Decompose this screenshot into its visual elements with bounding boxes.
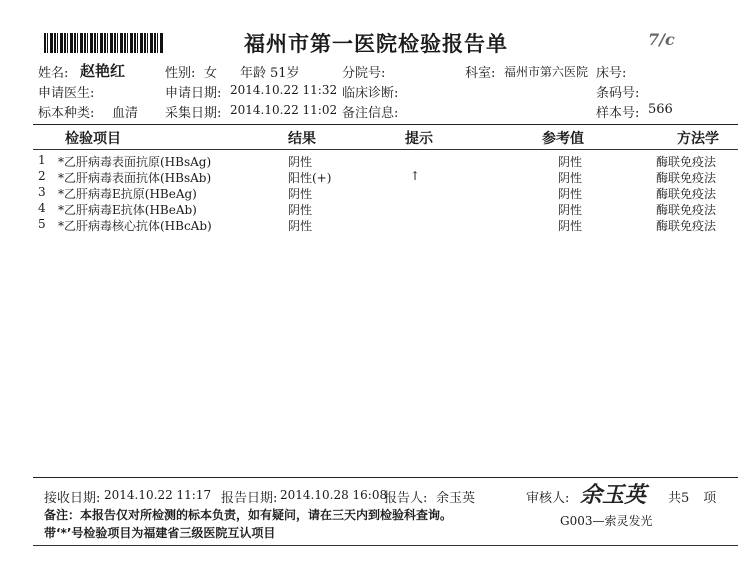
row-method: 酶联免疫法 (656, 219, 717, 233)
col-method: 方法学 (677, 131, 719, 147)
row-method: 酶联免疫法 (656, 203, 717, 217)
table-row (38, 217, 728, 233)
age-value: 51岁 (270, 66, 300, 81)
row-item: *乙肝病毒核心抗体(HBcAb) (58, 219, 212, 233)
gender-label: 性别: (165, 66, 196, 81)
row-ref: 阴性 (558, 187, 583, 201)
table-top-rule (33, 124, 738, 125)
footer-note-2: 带‘*’号检验项目为福建省三级医院互认项目 (44, 526, 276, 540)
row-item: *乙肝病毒表面抗体(HBsAb) (58, 171, 212, 185)
row-no: 3 (38, 185, 46, 199)
branch-label: 分院号: (342, 66, 386, 81)
row-ref: 阴性 (558, 219, 583, 233)
dept-label: 科室: (465, 66, 496, 81)
row-no: 2 (38, 169, 46, 183)
specimen-label: 标本种类: (38, 106, 95, 121)
row-item: *乙肝病毒E抗体(HBeAb) (58, 203, 197, 217)
name-label: 姓名: (38, 66, 69, 81)
col-ref: 参考值 (542, 131, 584, 147)
reporter-label: 报告人: (384, 491, 428, 506)
name-value: 赵艳红 (80, 62, 126, 80)
footer-note-1: 备注：本报告仅对所检测的标本负责，如有疑问，请在三天内到检验科查询。 (44, 508, 453, 522)
table-row (38, 153, 728, 169)
item-count: 共5 项 (668, 491, 717, 506)
dept-value: 福州市第六医院 (504, 65, 589, 79)
row-method: 酶联免疫法 (656, 171, 717, 185)
receive-label: 接收日期: (44, 491, 101, 506)
collect-date-label: 采集日期: (165, 106, 222, 121)
footer-bottom-rule (33, 545, 738, 546)
row-no: 5 (38, 217, 46, 231)
row-hint: ↑ (410, 169, 421, 183)
row-no: 1 (38, 153, 46, 167)
diagnosis-label: 临床诊断: (342, 86, 399, 101)
collect-date-value: 2014.10.22 11:02 (230, 103, 338, 117)
handwritten-mark: 7/c (648, 30, 675, 49)
gender-value: 女 (204, 66, 218, 81)
table-header-rule (33, 149, 738, 150)
reporter-value: 余玉英 (436, 491, 476, 506)
row-item: *乙肝病毒E抗原(HBeAg) (58, 187, 197, 201)
receive-value: 2014.10.22 11:17 (104, 488, 212, 502)
specimen-value: 血清 (112, 106, 139, 121)
sample-value: 566 (648, 102, 673, 117)
table-row (38, 169, 728, 185)
table-row (38, 201, 728, 217)
row-result: 阳性(+) (288, 171, 332, 185)
row-ref: 阴性 (558, 155, 583, 169)
reviewer-signature: 余玉英 (580, 482, 647, 508)
row-result: 阴性 (288, 219, 313, 233)
row-ref: 阴性 (558, 203, 583, 217)
age-label: 年龄 (240, 66, 267, 81)
row-no: 4 (38, 201, 46, 215)
row-result: 阴性 (288, 187, 313, 201)
col-hint: 提示 (405, 131, 433, 147)
report-title: 福州市第一医院检验报告单 (244, 31, 508, 56)
report-label: 报告日期: (221, 491, 278, 506)
col-item: 检验项目 (65, 131, 121, 147)
bed-label: 床号: (596, 66, 627, 81)
remark-label: 备注信息: (342, 106, 399, 121)
barcode-label: 条码号: (596, 86, 640, 101)
apply-date-value: 2014.10.22 11:32 (230, 83, 338, 97)
table-row (38, 185, 728, 201)
row-method: 酶联免疫法 (656, 187, 717, 201)
sample-label: 样本号: (596, 106, 640, 121)
row-ref: 阴性 (558, 171, 583, 185)
instrument-stamp: G003—索灵发光 (560, 514, 653, 528)
row-item: *乙肝病毒表面抗原(HBsAg) (58, 155, 212, 169)
row-result: 阴性 (288, 203, 313, 217)
apply-date-label: 申请日期: (165, 86, 222, 101)
doctor-label: 申请医生: (38, 86, 95, 101)
col-result: 结果 (288, 131, 316, 147)
row-method: 酶联免疫法 (656, 155, 717, 169)
reviewer-label: 审核人: (526, 491, 570, 506)
row-result: 阴性 (288, 155, 313, 169)
report-value: 2014.10.28 16:08 (280, 488, 388, 502)
